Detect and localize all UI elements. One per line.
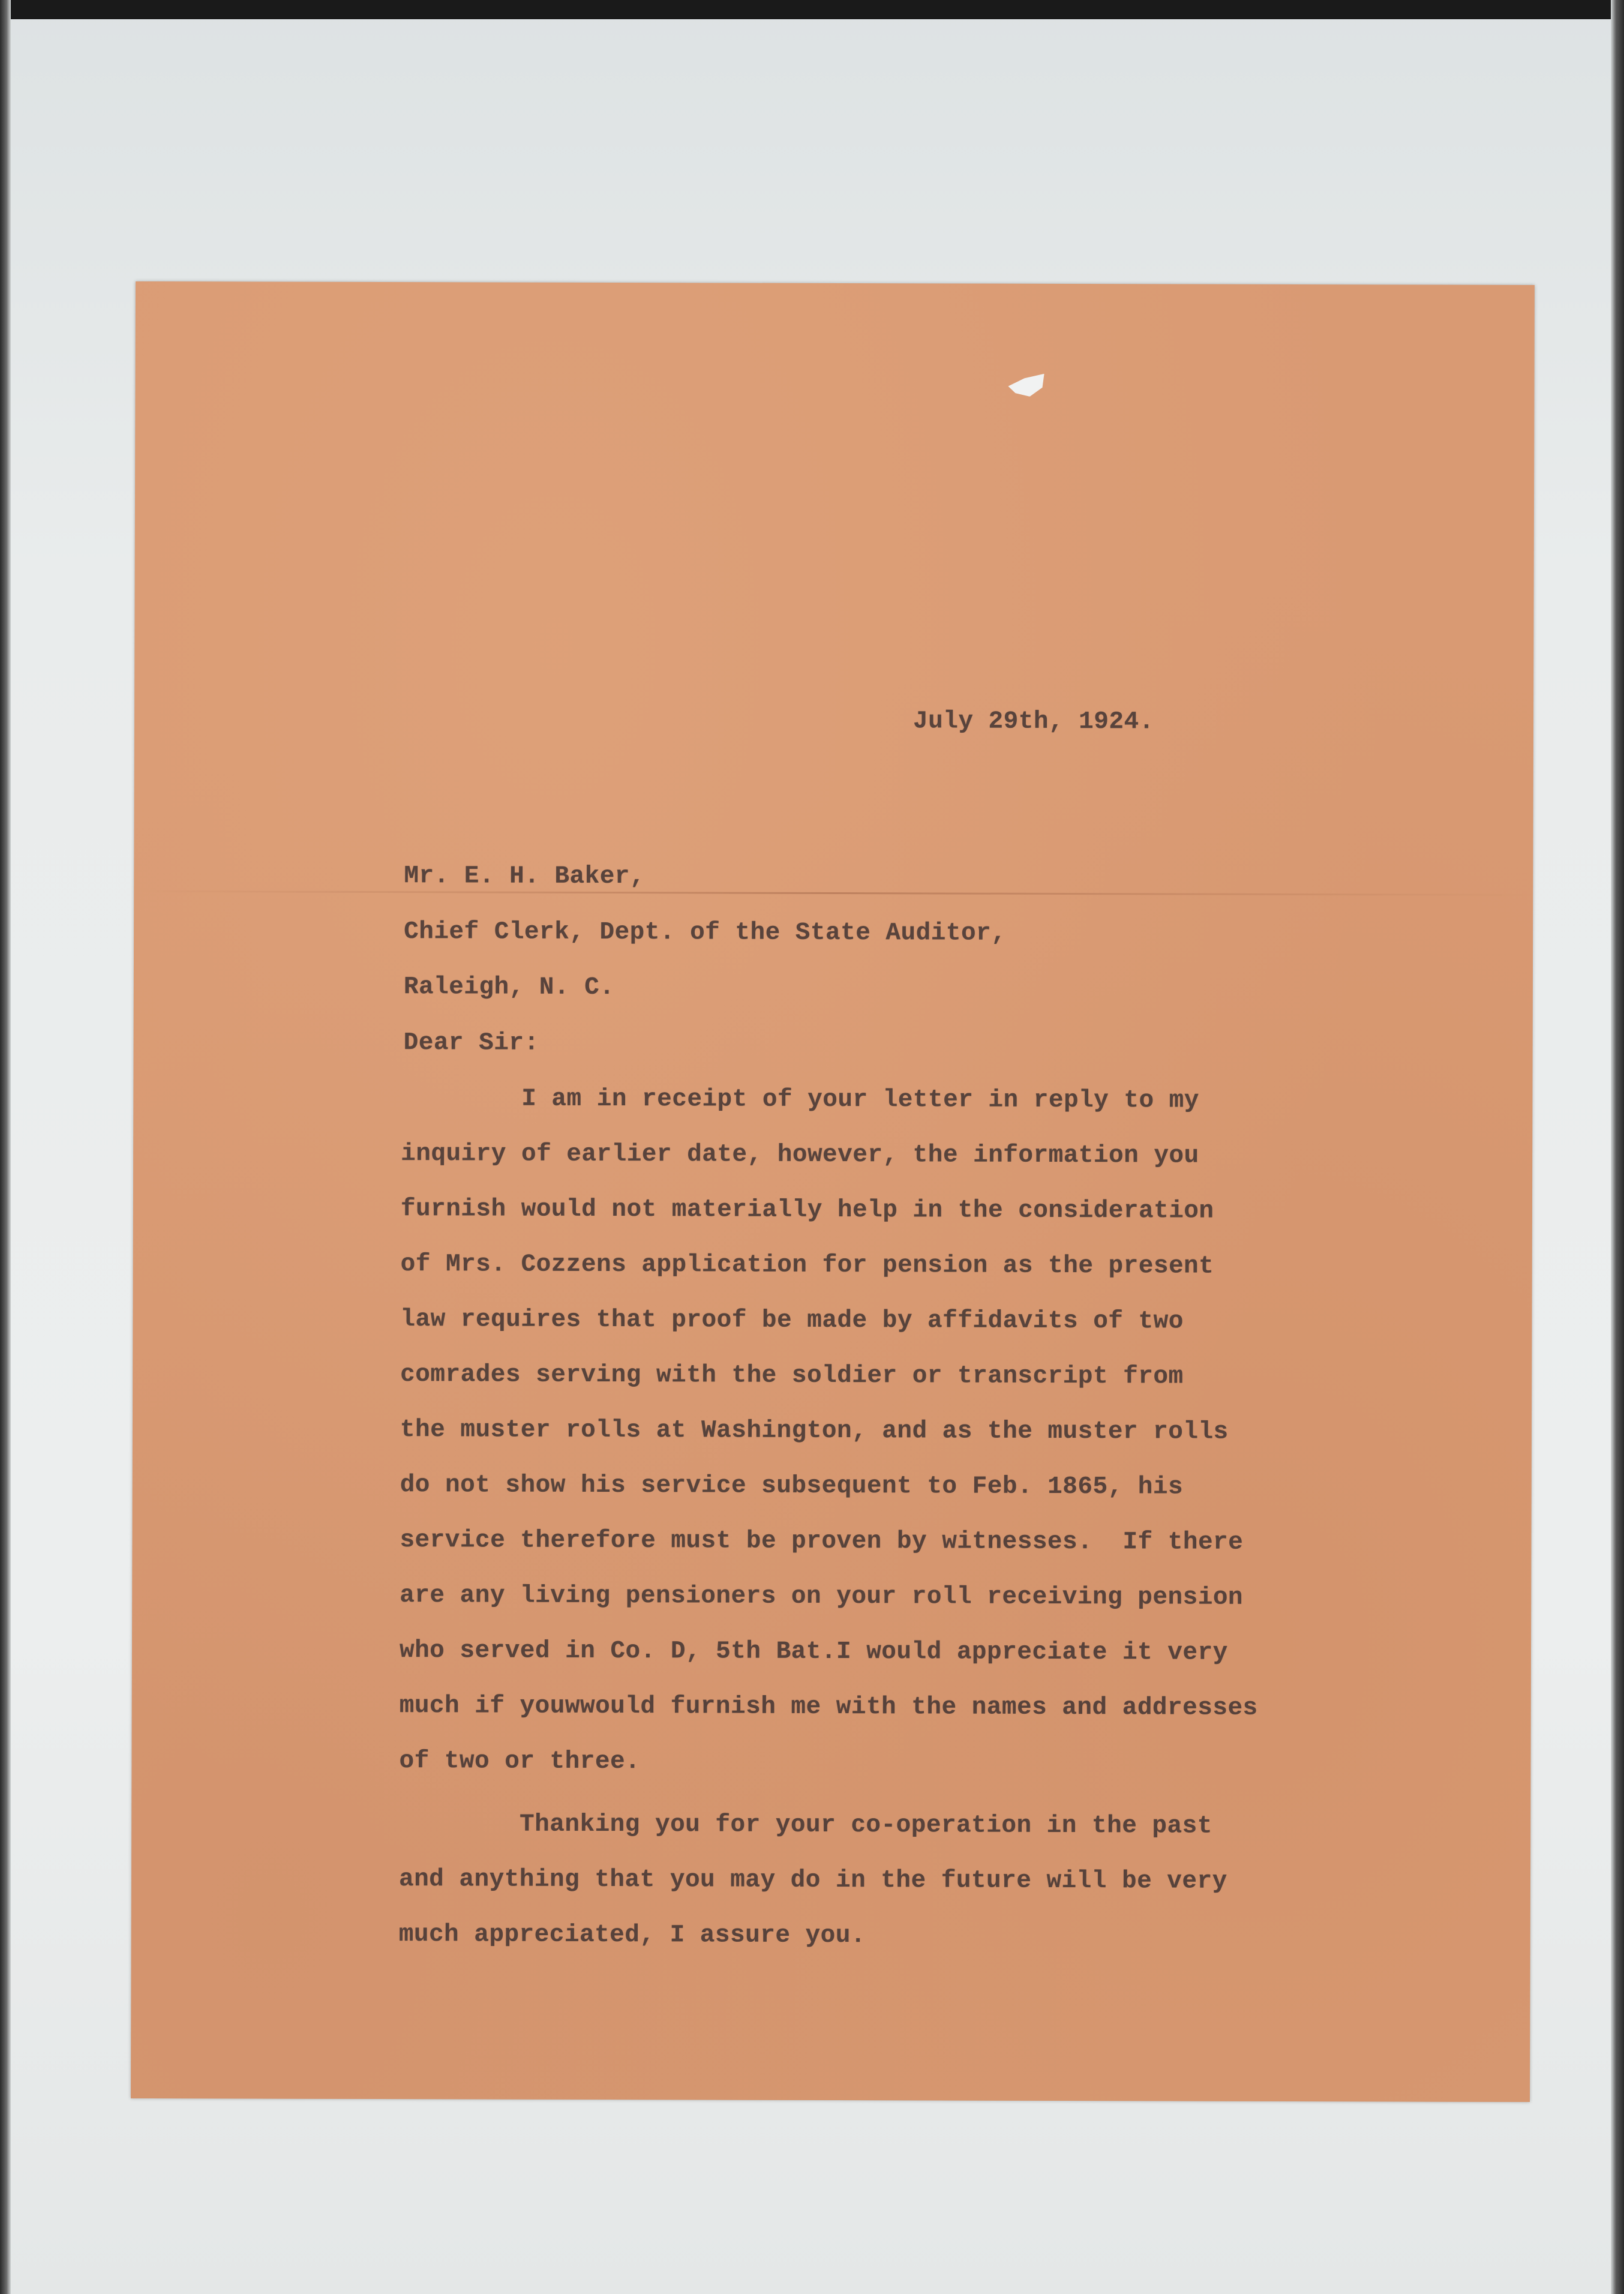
letter-page (131, 281, 1535, 2102)
body-line: much appreciated, I assure you. (398, 1921, 866, 1950)
body-line: I am in receipt of your letter in reply to my (401, 1085, 1199, 1115)
letter-date: July 29th, 1924. (912, 707, 1154, 736)
scan-right-edge (1611, 0, 1624, 2294)
body-line: furnish would not materially help in the consideration (400, 1195, 1214, 1225)
scan-top-edge (0, 0, 1624, 19)
recipient-city: Raleigh, N. C. (403, 973, 615, 1002)
body-line: of two or three. (399, 1747, 641, 1776)
salutation: Dear Sir: (403, 1029, 539, 1057)
fold-crease (134, 890, 1533, 896)
body-line: do not show his service subsequent to Feb. 1865, his (400, 1471, 1184, 1501)
body-line: Thanking you for your co-operation in the past (399, 1810, 1212, 1840)
body-line: comrades serving with the soldier or transcript from (400, 1361, 1184, 1391)
recipient-name: Mr. E. H. Baker, (404, 862, 646, 891)
body-line: much if youwwould furnish me with the names and addresses (399, 1692, 1258, 1722)
body-line: law requires that proof be made by affidavits of two (400, 1306, 1184, 1336)
body-line: who served in Co. D, 5th Bat.I would appreciate it very (399, 1637, 1228, 1667)
body-line: the muster rolls at Washington, and as the muster rolls (400, 1416, 1229, 1446)
scan-left-edge (0, 0, 11, 2294)
body-line: inquiry of earlier date, however, the information you (401, 1140, 1199, 1170)
body-line: and anything that you may do in the future will be very (398, 1866, 1227, 1896)
body-line: are any living pensioners on your roll receiving pension (400, 1582, 1244, 1612)
body-line: of Mrs. Cozzens application for pension as the present (400, 1251, 1214, 1281)
recipient-title: Chief Clerk, Dept. of the State Auditor, (404, 918, 1007, 947)
body-line: service therefore must be proven by witnesses. If there (400, 1527, 1244, 1557)
